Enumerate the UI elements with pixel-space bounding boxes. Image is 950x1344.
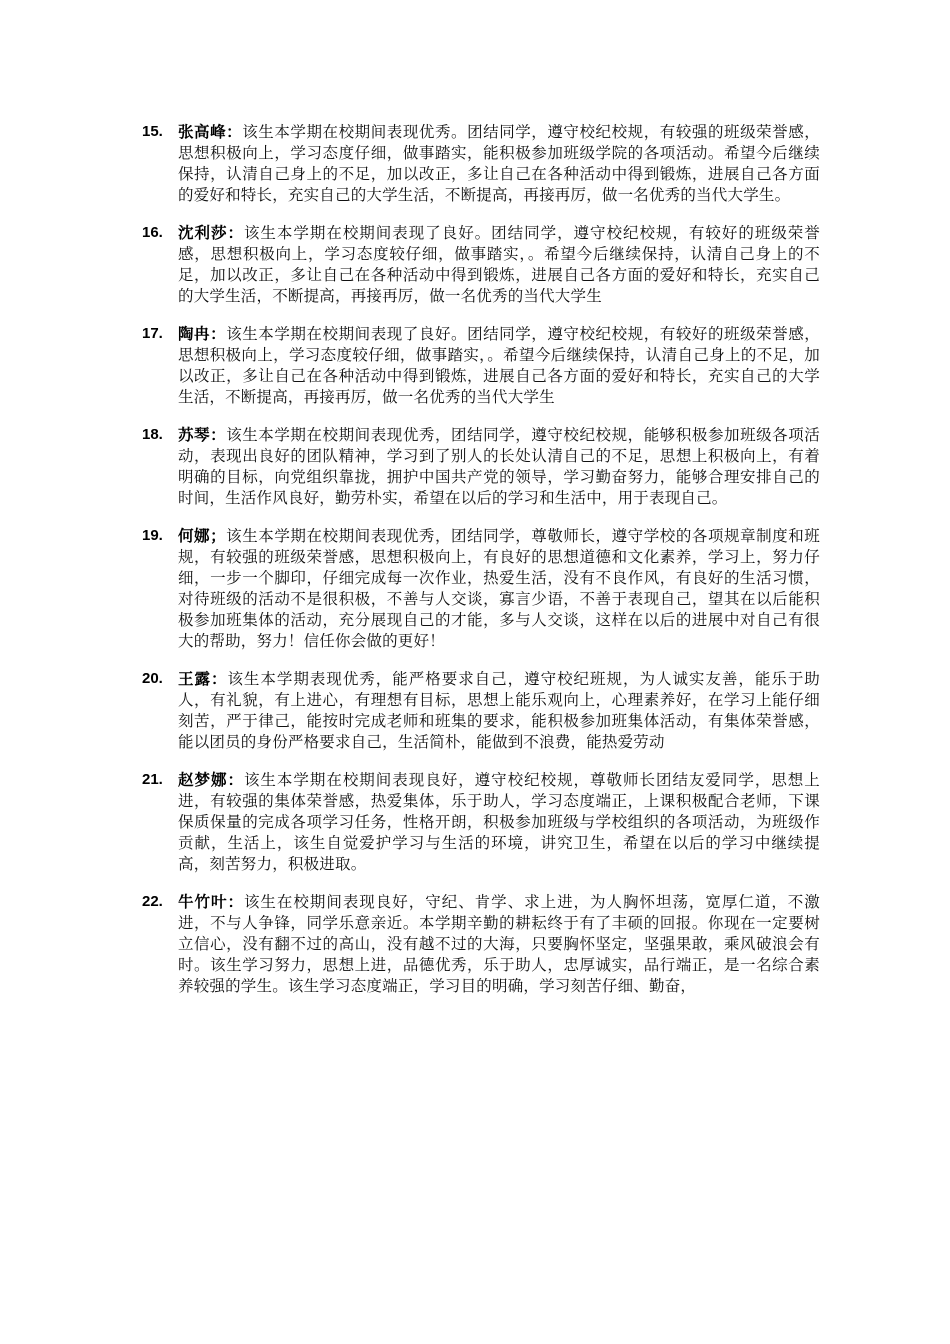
entry-number: 20.: [142, 670, 163, 687]
evaluation-entry: [142, 222, 820, 307]
evaluation-entry: [142, 525, 820, 652]
entry-body: [178, 769, 820, 875]
student-name: 陶冉：: [178, 324, 227, 343]
evaluation-entry: [142, 121, 820, 206]
student-name: 牛竹叶：: [178, 892, 244, 911]
evaluation-entry: [142, 323, 820, 408]
entry-body: [178, 891, 820, 997]
evaluation-entry: [142, 668, 820, 753]
student-name: 赵梦娜：: [178, 770, 244, 789]
entry-number: 16.: [142, 224, 163, 241]
entry-number: 15.: [142, 123, 163, 140]
evaluation-entry: [142, 769, 820, 875]
entry-number: 19.: [142, 527, 163, 544]
entry-number: 18.: [142, 426, 163, 443]
entry-body: [178, 424, 820, 509]
entry-body: [178, 668, 820, 753]
entry-comment: 该生本学期在校期间表现良好，遵守校纪校规，尊敬师长团结友爱同学，思想上进，有较强的集体荣誉感，热爱集体，乐于助人，学习态度端正，上课积极配合老师，下课保质保量的完成各项学习任务，性格开朗，积极参加班级与学校组织的各项活动，为班级作贡献，生活上，该生自觉爱护学习与生活的环境，讲究卫生，希望在以后的学习中继续提高，刻苦努力，积极进取。: [178, 771, 820, 873]
entry-comment: 该生本学期在校期间表现了良好。团结同学，遵守校纪校规，有较好的班级荣誉感，思想积极向上，学习态度较仔细，做事踏实，。希望今后继续保持，认清自己身上的不足，加以改正，多让自己在各种活动中得到锻炼，进展自己各方面的爱好和特长，充实自己的大学生活，不断提高，再接再厉，做一名优秀的当代大学生: [178, 224, 820, 305]
entry-body: [178, 121, 820, 206]
entry-body: [178, 525, 820, 652]
entry-body: [178, 222, 820, 307]
entry-comment: 该生本学期在校期间表现优秀，团结同学，尊敬师长，遵守学校的各项规章制度和班规，有较强的班级荣誉感，思想积极向上，有良好的思想道德和文化素养，学习上，努力仔细，一步一个脚印，仔细完成每一次作业，热爱生活，没有不良作风，有良好的生活习惯，对待班级的活动不是很积极，不善与人交谈，寡言少语，不善于表现自己，望其在以后能积极参加班集体的活动，充分展现自己的才能，多与人交谈，这样在以后的进展中对自己有很大的帮助，努力！信任你会做的更好！: [178, 527, 820, 650]
evaluation-entry: [142, 891, 820, 997]
entry-number: 21.: [142, 771, 163, 788]
entry-comment: 该生本学期表现优秀，能严格要求自己，遵守校纪班规，为人诚实友善，能乐于助人，有礼貌，有上进心，有理想有目标，思想上能乐观向上，心理素养好，在学习上能仔细刻苦，严于律己，能按时完成老师和班集的要求，能积极参加班集体活动，有集体荣誉感，能以团员的身份严格要求自己，生活简朴，能做到不浪费，能热爱劳动: [178, 670, 820, 751]
evaluation-entry: [142, 424, 820, 509]
entry-comment: 该生本学期在校期间表现了良好。团结同学，遵守校纪校规，有较好的班级荣誉感，思想积极向上，学习态度较仔细，做事踏实，。希望今后继续保持，认清自己身上的不足，加以改正，多让自己在各种活动中得到锻炼，进展自己各方面的爱好和特长，充实自己的大学生活，不断提高，再接再厉，做一名优秀的当代大学生: [178, 325, 820, 406]
student-name: 何娜；: [178, 526, 226, 545]
entry-number: 17.: [142, 325, 163, 342]
entry-body: [178, 323, 820, 408]
entry-comment: 该生在校期间表现良好，守纪、肯学、求上进，为人胸怀坦荡，宽厚仁道，不激进，不与人争锋，同学乐意亲近。本学期辛勤的耕耘终于有了丰硕的回报。你现在一定要树立信心，没有翻不过的高山，没有越不过的大海，只要胸怀坚定，坚强果敢，乘风破浪会有时。该生学习努力，思想上进，品德优秀，乐于助人，忠厚诚实，品行端正，是一名综合素养较强的学生。该生学习态度端正，学习目的明确，学习刻苦仔细、勤奋，: [178, 893, 820, 995]
entry-comment: 该生本学期在校期间表现优秀。团结同学，遵守校纪校规，有较强的班级荣誉感，思想积极向上，学习态度仔细，做事踏实，能积极参加班级学院的各项活动。希望今后继续保持，认清自己身上的不足，加以改正，多让自己在各种活动中得到锻炼，进展自己各方面的爱好和特长，充实自己的大学生活，不断提高，再接再厉，做一名优秀的当代大学生。: [178, 123, 821, 204]
entry-number: 22.: [142, 893, 163, 910]
evaluation-list: [142, 121, 820, 1013]
student-name: 沈利莎：: [178, 223, 244, 242]
entry-comment: 该生本学期在校期间表现优秀，团结同学，遵守校纪校规，能够积极参加班级各项活动，表现出良好的团队精神，学习到了别人的长处认清自己的不足，思想上积极向上，有着明确的目标，向党组织靠拢，拥护中国共产党的领导，学习勤奋努力，能够合理安排自己的时间，生活作风良好，勤劳朴实，希望在以后的学习和生活中，用于表现自己。: [178, 426, 820, 507]
student-name: 王露：: [178, 669, 228, 688]
student-name: 苏琴：: [178, 425, 227, 444]
student-name: 张高峰：: [178, 122, 243, 141]
